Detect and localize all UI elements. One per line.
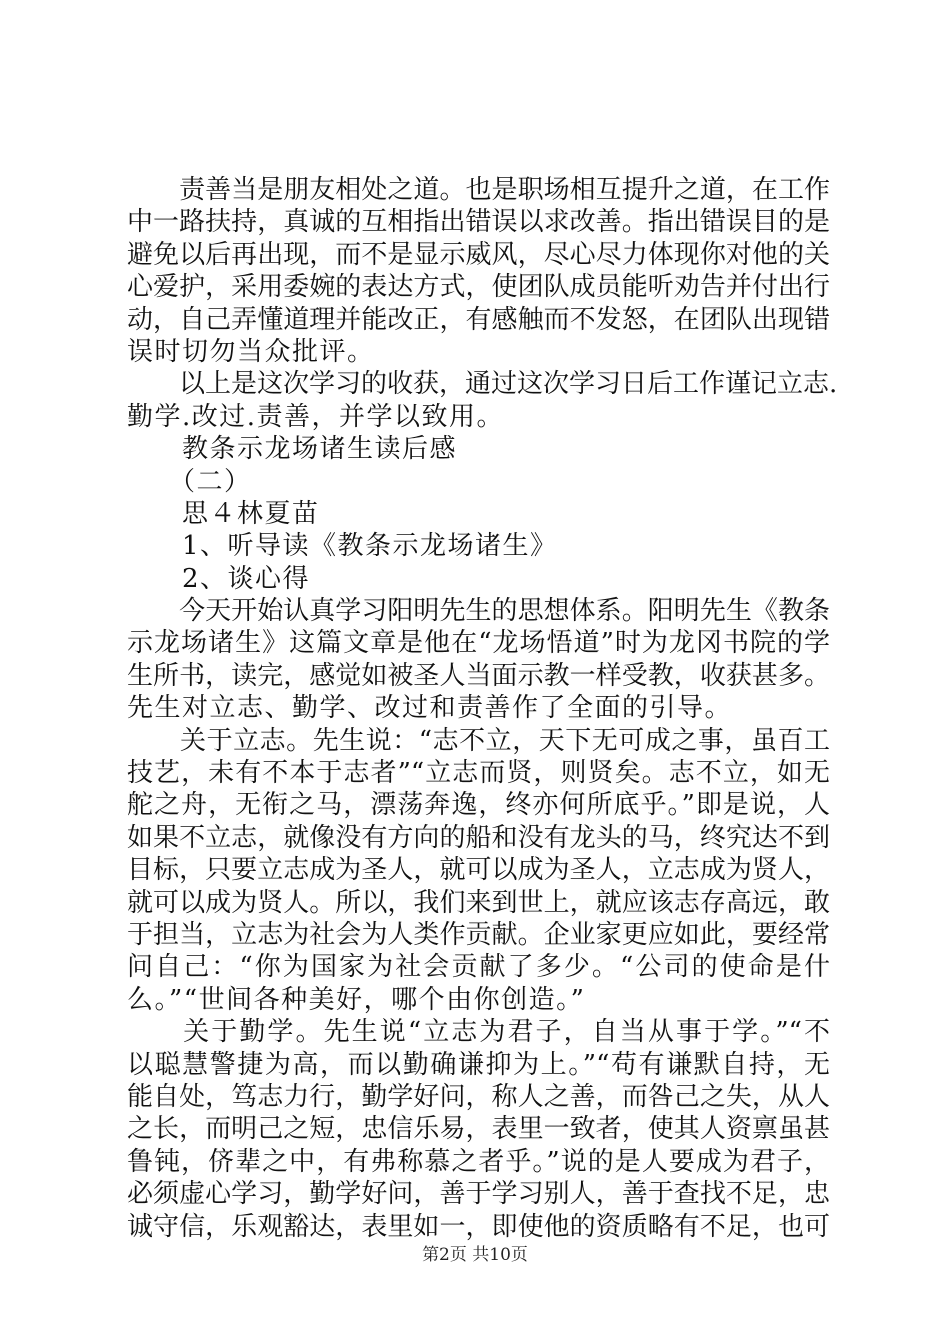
text-line: 示龙场诸生》这篇文章是他在“龙场悟道”时为龙冈书院的学 (127, 628, 830, 659)
text-line: 生所书，读完，感觉如被圣人当面示教一样受教，收获甚多。 (127, 660, 830, 691)
text-line: 技艺，未有不本于志者”“立志而贤，则贤矣。志不立，如无 (127, 758, 830, 789)
text-line: 关于立志。先生说：“志不立，天下无可成之事，虽百工 (127, 725, 830, 756)
text-line: （二） (127, 466, 252, 497)
body-text (127, 174, 838, 1243)
page-footer: 第2页 共10页 (422, 1245, 528, 1265)
text-line: 中一路扶持，真诚的互相指出错误以求改善。指出错误目的是 (127, 207, 830, 238)
text-line: 勤学.改过.责善，并学以致用。 (127, 401, 505, 432)
text-line: 诚守信，乐观豁达，表里如一，即使他的资质略有不足，也可 (127, 1211, 830, 1242)
text-line: 关于勤学。先生说“立志为君子，自当从事于学。”“不 (127, 1017, 830, 1048)
text-line: 鲁钝，侪辈之中，有弗称慕之者乎。”说的是人要成为君子， (127, 1146, 830, 1177)
text-line: 避免以后再出现，而不是显示威风，尽心尽力体现你对他的关 (127, 239, 830, 270)
text-line: 1、听导读《教条示龙场诸生》 (127, 531, 558, 562)
text-line: 2、谈心得 (127, 563, 311, 594)
text-line: 动，自己弄懂道理并能改正，有感触而不发怒，在团队出现错 (127, 304, 830, 335)
text-line: 么。”“世间各种美好，哪个由你创造。” (127, 984, 586, 1015)
text-line: 以聪慧警捷为高，而以勤确谦抑为上。”“苟有谦默自持，无 (127, 1049, 830, 1080)
text-line: 舵之舟，无衔之马，漂荡奔逸，终亦何所底乎。”即是说，人 (127, 790, 830, 821)
text-line: 今天开始认真学习阳明先生的思想体系。阳明先生《教条 (127, 596, 830, 627)
text-line: 以上是这次学习的收获，通过这次学习日后工作谨记立志. (127, 369, 838, 400)
text-line: 之长，而明己之短，忠信乐易，表里一致者，使其人资禀虽甚 (127, 1114, 830, 1145)
text-line: 问自己：“你为国家为社会贡献了多少。“公司的使命是什 (127, 952, 830, 983)
text-line: 误时切勿当众批评。 (127, 336, 375, 367)
text-line: 目标，只要立志成为圣人，就可以成为圣人，立志成为贤人， (127, 855, 830, 886)
text-line: 能自处，笃志力行，勤学好问，称人之善，而咎己之失，从人 (127, 1081, 830, 1112)
text-line: 心爱护，采用委婉的表达方式，使团队成员能听劝告并付出行 (127, 272, 830, 303)
text-line: 思４林夏苗 (127, 498, 320, 529)
text-line: 责善当是朋友相处之道。也是职场相互提升之道，在工作 (127, 175, 830, 205)
text-line: 就可以成为贤人。所以，我们来到世上，就应该志存高远，敢 (127, 887, 830, 918)
text-line: 于担当，立志为社会为人类作贡献。企业家更应如此，要经常 (127, 919, 830, 950)
text-line: 先生对立志、勤学、改过和责善作了全面的引导。 (127, 693, 733, 724)
text-line: 教条示龙场诸生读后感 (127, 434, 458, 465)
text-line: 必须虚心学习，勤学好问，善于学习别人，善于查找不足，忠 (127, 1179, 830, 1210)
text-line: 如果不立志，就像没有方向的船和没有龙头的马，终究达不到 (127, 822, 830, 853)
